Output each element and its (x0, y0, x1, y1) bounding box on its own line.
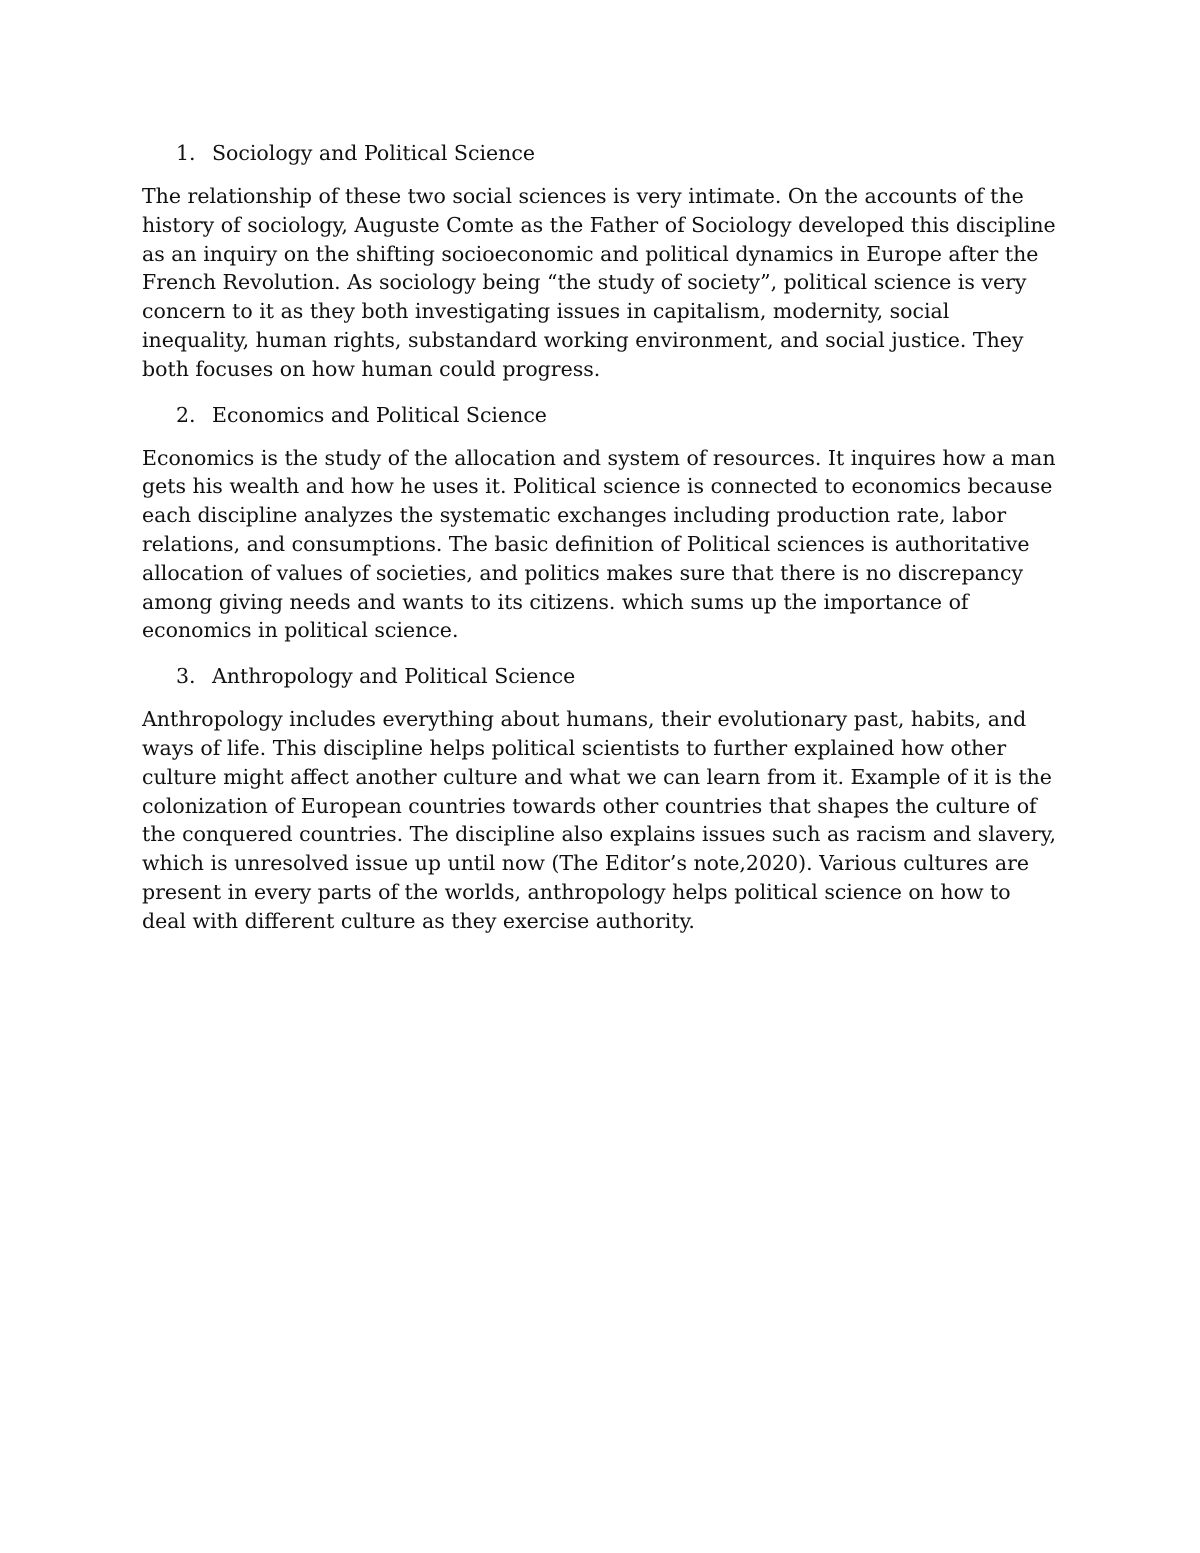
section-economics (142, 400, 1060, 646)
section-title: Sociology and Political Science (212, 141, 535, 165)
section-title: Anthropology and Political Science (212, 664, 576, 689)
section-number: 2. (176, 402, 196, 427)
section-paragraph: Economics is the study of the allocation and system of resources. It inquires how a man gets his wealth and how he uses it. Political science is connected to economics because each discipline analyzes the systematic exchanges including production rate, labor relations, and consumptions. The basic definition of Political sciences is authoritative allocation of values of societies, and politics makes sure that there is no discrepancy among giving needs and wants to its citizens. which sums up the importance of economics in political science. (142, 445, 1056, 643)
section-number: 3. (176, 664, 196, 689)
section-heading (176, 400, 1060, 430)
section-heading (176, 661, 1060, 691)
section-paragraph: The relationship of these two social sciences is very intimate. On the accounts of the history of sociology, Auguste Comte as the Father of Sociology developed this discipline as an inquiry on the shifting socioeconomic and political dynamics in Europe after the French Revolution. As sociology being “the study of society”, political science is very concern to it as they both investigating issues in capitalism, modernity, social inequality, human rights, substandard working environment, and social justice. They both focuses on how human could progress. (142, 184, 1056, 381)
section-sociology (142, 138, 1060, 384)
section-number: 1. (176, 141, 196, 165)
section-title: Economics and Political Science (212, 402, 547, 427)
section-anthropology (142, 661, 1060, 935)
section-paragraph: Anthropology includes everything about humans, their evolutionary past, habits, and ways of life. This discipline helps political scientists to further explained how other culture might affect another culture and what we can learn from it. Example of it is the colonization of European countries towards other countries that shapes the culture of the conquered countries. The discipline also explains issues such as racism and slavery, which is unresolved issue up until now (The Editor’s note,2020). Various cultures are present in every parts of the worlds, anthropology helps political science on how to deal with different culture as they exercise authority. (142, 707, 1056, 933)
section-heading (176, 138, 1060, 168)
